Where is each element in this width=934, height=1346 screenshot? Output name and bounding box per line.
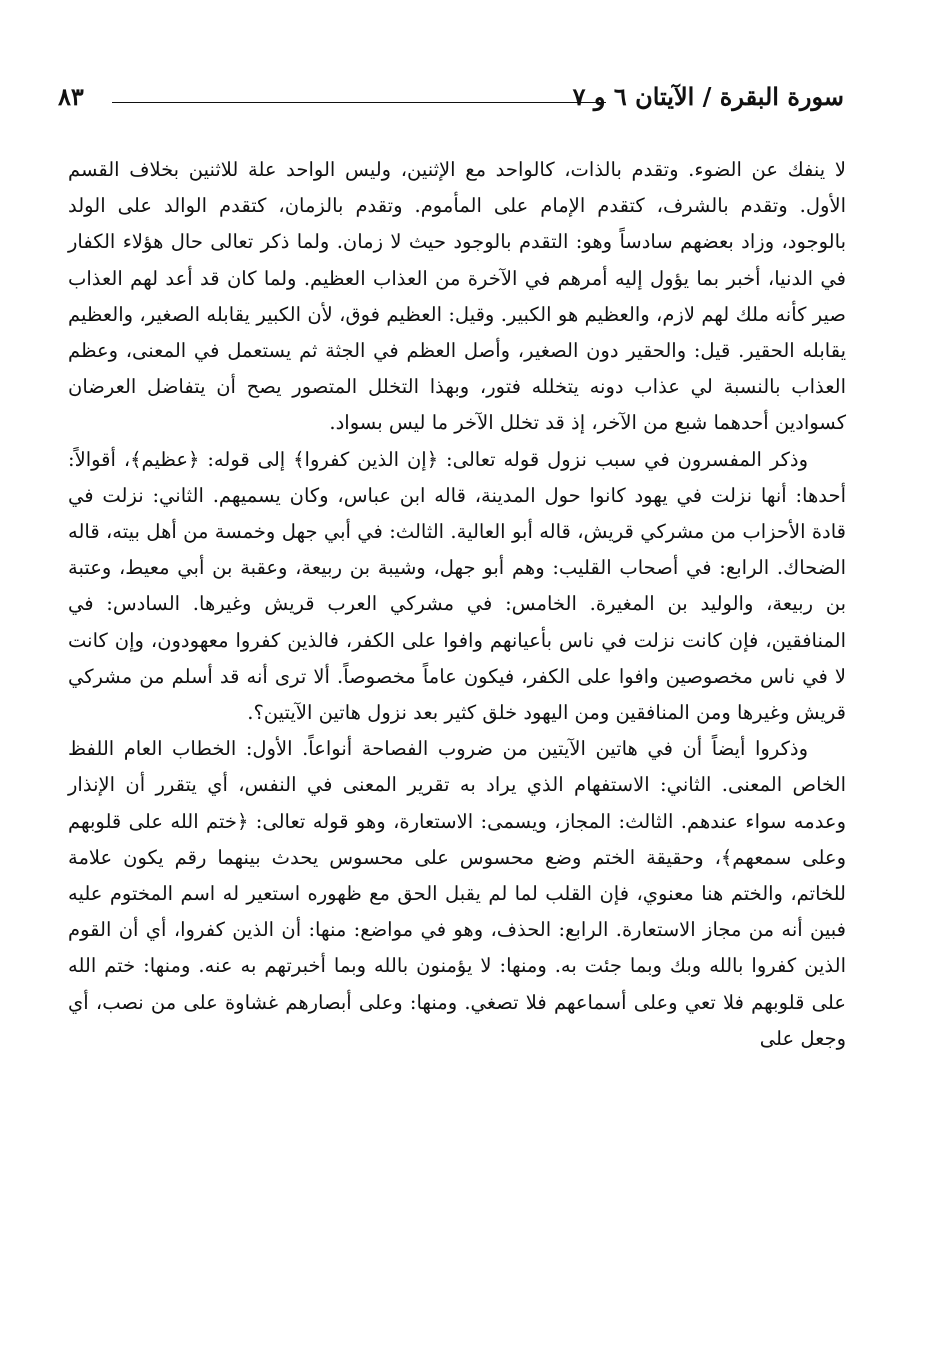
body-paragraph-1: لا ينفك عن الضوء. وتقدم بالذات، كالواحد مع الإثنين، وليس الواحد علة للاثنين بخلاف القسم الأول. وتقدم بالشرف، كتقدم الإمام على المأموم. وتقدم بالزمان، كتقدم الوالد على الولد بالوجود، وزاد بعضهم سادساً وهو: التقدم بالوجود حيث لا زمان. ولما ذكر تعالى حال هؤلاء الكفار في الدنيا، أخبر بما يؤول إليه أمرهم في الآخرة من العذاب العظيم. ولما كان قد أعد لهم العذاب صير كأنه ملك لهم لازم، والعظيم هو الكبير. وقيل: العظيم فوق، لأن الكبير يقابله الصغير، والعظيم يقابله الحقير. قيل: والحقير دون الصغير، وأصل العظم في الجثة ثم يستعمل في المعنى، وعظم العذاب بالنسبة لي عذاب دونه يتخلله فتور، وبهذا التخلل المتصور يصح أن يتفاضل العرضان كسوادين أحدهما شبع من الآخر، إذ قد تخلل الآخر ما ليس بسواد. [68, 158, 847, 435]
body-paragraph-2: وذكر المفسرون في سبب نزول قوله تعالى: ﴿إن الذين كفروا﴾ إلى قوله: ﴿عظيم﴾، أقوالاً: أحدها: أنها نزلت في يهود كانوا حول المدينة، قاله ابن عباس، وكان يسميهم. الثاني: نزلت في قادة الأحزاب من مشركي قريش، قاله أبو العالية. الثالث: في أبي جهل وخمسة من أهل بيته، قاله الضحاك. الرابع: في أصحاب القليب: وهم أبو جهل، وشيبة بن ربيعة، وعقبة بن أبي معيط، وعتبة بن ربيعة، والوليد بن المغيرة. الخامس: في مشركي العرب قريش وغيرها. السادس: في المنافقين، فإن كانت نزلت في ناس بأعيانهم وافوا على الكفر، فالذين كفروا معهودون، وإن كانت لا في ناس مخصوصين وافوا على الكفر، فيكون عاماً مخصوصاً. ألا ترى أنه قد أسلم من مشركي قريش وغيرها ومن المنافقين ومن اليهود خلق كثير بعد نزول هاتين الآيتين؟. [68, 447, 846, 725]
body-paragraph-3: وذكروا أيضاً أن في هاتين الآيتين من ضروب الفصاحة أنواعاً. الأول: الخطاب العام اللفظ الخاص المعنى. الثاني: الاستفهام الذي يراد به تقرير المعنى في النفس، أي يتقرر أن الإنذار وعدمه سواء عندهم. الثالث: المجاز، ويسمى: الاستعارة، وهو قوله تعالى: ﴿ختم الله على قلوبهم وعلى سمعهم﴾، وحقيقة الختم وضع محسوس على محسوس يحدث بينهما رقم يكون علامة للخاتم، والختم هنا معنوي، فإن القلب لما لم يقبل الحق مع ظهوره استعير له اسم المختوم عليه فبين أنه من مجاز الاستعارة. الرابع: الحذف، وهو في مواضع: منها: أن الذين كفروا، أي أن القوم الذين كفروا بالله وبك وبما جئت به. ومنها: لا يؤمنون بالله وبما أخبرتهم به عنه. ومنها: ختم الله على قلوبهم فلا تعي وعلى أسماعهم فلا تصغي. ومنها: وعلى أبصارهم غشاوة على من نصب، أي وجعل على [68, 737, 846, 1050]
header-rule [112, 102, 606, 103]
page-body [68, 152, 846, 1057]
page-number: ٨٣ [58, 82, 84, 111]
running-title: سورة البقرة / الآيتان ٦ و ٧ [572, 82, 844, 111]
page-header [58, 80, 844, 120]
